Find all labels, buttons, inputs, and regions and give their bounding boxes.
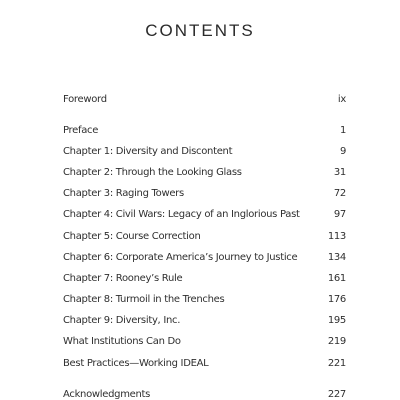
toc-entry-chapter-3[interactable] [63,185,346,201]
toc-entry-page: 134 [327,251,346,263]
toc-entry-title: Best Practices—Working IDEAL [63,357,209,369]
toc-entry-chapter-4[interactable] [63,206,346,222]
toc-entry-chapter-5[interactable] [63,228,346,244]
toc-entry-chapter-9[interactable] [63,312,346,328]
toc-entry-page: 113 [327,230,346,242]
page-title: CONTENTS [145,21,255,40]
toc-entry-page: 72 [333,187,346,199]
toc-entry-page: 227 [327,388,346,400]
toc-entry-page: ix [337,93,346,105]
toc-entry-title: Chapter 9: Diversity, Inc. [63,314,181,326]
toc-entry-page: 195 [327,314,346,326]
toc-entry-page: 219 [327,335,346,347]
toc-entry-title: Chapter 3: Raging Towers [63,187,184,199]
toc-entry-what-institutions-can-do[interactable] [63,333,346,349]
toc-entry-chapter-7[interactable] [63,270,346,286]
toc-entry-title: Preface [63,124,99,136]
toc-entry-title: Chapter 8: Turmoil in the Trenches [63,293,225,305]
toc-entry-page: 31 [333,166,346,178]
toc-entry-chapter-6[interactable] [63,249,346,265]
toc-entry-title: What Institutions Can Do [63,335,181,347]
toc-entry-title: Acknowledgments [63,388,151,400]
toc-entry-title: Chapter 7: Rooney’s Rule [63,272,183,284]
toc-entry-title: Chapter 4: Civil Wars: Legacy of an Inglorious Past [63,208,300,220]
toc-entry-chapter-1[interactable] [63,143,346,159]
toc-entry-title: Chapter 1: Diversity and Discontent [63,145,233,157]
toc-entry-chapter-2[interactable] [63,164,346,180]
toc-entry-page: 1 [339,124,346,136]
toc-entry-page: 221 [327,357,346,369]
toc-entry-page: 97 [333,208,346,220]
toc-entry-acknowledgments[interactable] [63,386,346,400]
toc-entry-page: 176 [327,293,346,305]
toc-entry-chapter-8[interactable] [63,291,346,307]
toc-entry-page: 9 [339,145,346,157]
toc-entry-foreword[interactable] [63,91,346,107]
toc-entry-title: Foreword [63,93,107,105]
toc-entry-title: Chapter 5: Course Correction [63,230,201,242]
toc-entry-best-practices[interactable] [63,355,346,371]
toc-entry-preface[interactable] [63,122,346,138]
toc-entry-page: 161 [327,272,346,284]
toc-entry-title: Chapter 2: Through the Looking Glass [63,166,242,178]
toc-entry-title: Chapter 6: Corporate America’s Journey to Justice [63,251,298,263]
